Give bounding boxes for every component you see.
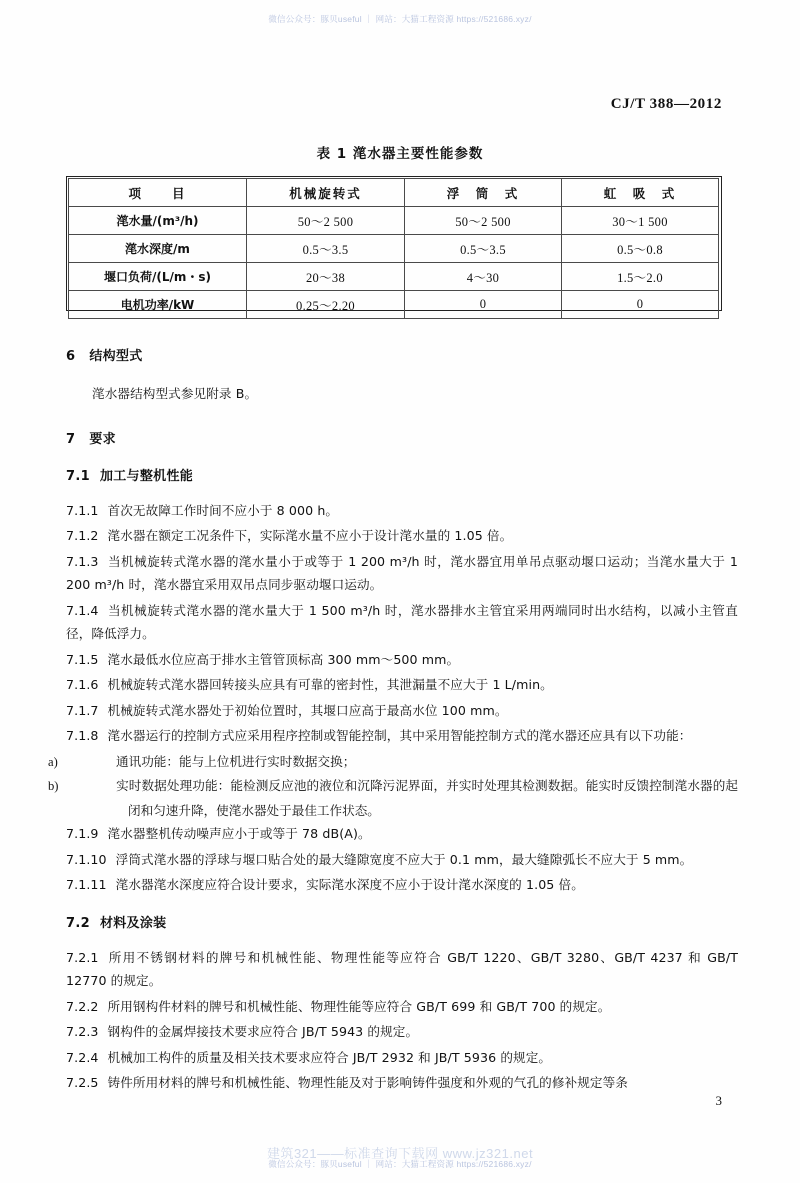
table-header-cell: 项 目 xyxy=(69,179,247,207)
clause-text: 所用钢构件材料的牌号和机械性能、物理性能等应符合 GB/T 699 和 GB/T 700 的规定。 xyxy=(107,998,611,1014)
table-header-row xyxy=(69,179,719,207)
clause-7-2-3 xyxy=(66,1020,738,1044)
section-heading-7 xyxy=(66,428,738,447)
table-cell-value: 0.5～3.5 xyxy=(247,235,405,263)
table-cell-item: 堰口负荷/(L/m・s) xyxy=(69,263,247,291)
clause-7-1-5 xyxy=(66,648,738,672)
table-cell-item: 滗水深度/m xyxy=(69,235,247,263)
table-cell-value: 30～1 500 xyxy=(562,207,719,235)
section-title: 要求 xyxy=(89,431,116,447)
clause-text: 滗水最低水位应高于排水主管管顶标高 300 mm～500 mm。 xyxy=(107,651,460,667)
clause-7-1-11 xyxy=(66,873,738,897)
clause-number: 7.1.3 xyxy=(66,553,99,569)
clause-text: 当机械旋转式滗水器的滗水量小于或等于 1 200 m³/h 时，滗水器宜用单吊点驱动堰口运动；当滗水量大于 1 200 m³/h 时，滗水器宜采用双吊点同步驱动堰口运动。 xyxy=(66,553,738,592)
clause-text: 首次无故障工作时间不应小于 8 000 h。 xyxy=(107,502,339,518)
clause-number: 7.2.4 xyxy=(66,1049,99,1065)
section-number: 6 xyxy=(66,349,76,364)
table-row xyxy=(69,207,719,235)
table-cell-value: 0 xyxy=(405,291,562,319)
table-caption: 表 1 滗水器主要性能参数 xyxy=(316,146,484,162)
table-row xyxy=(69,235,719,263)
table-cell-value: 50～2 500 xyxy=(247,207,405,235)
section-heading-7-2 xyxy=(66,912,738,931)
clause-number: 7.1.2 xyxy=(66,528,99,543)
clause-number: 7.1.4 xyxy=(66,602,99,618)
clause-7-1-7 xyxy=(66,699,738,723)
spacer xyxy=(66,408,738,428)
clause-number: 7.1.11 xyxy=(66,877,107,892)
clause-text: 机械加工构件的质量及相关技术要求应符合 JB/T 2932 和 JB/T 5936 的规定。 xyxy=(107,1049,552,1065)
clause-text: 滗水器滗水深度应符合设计要求，实际滗水深度不应小于设计滗水深度的 1.05 倍。 xyxy=(115,877,584,892)
table-cell-value: 0.5～0.8 xyxy=(562,235,719,263)
section-6-body: 滗水器结构型式参见附录 B。 xyxy=(92,386,258,401)
table-cell-item: 滗水量/(m³/h) xyxy=(69,207,247,235)
page-number: 3 xyxy=(715,1093,722,1108)
clause-7-2-4 xyxy=(66,1046,738,1070)
clause-number: 7.2.5 xyxy=(66,1075,99,1090)
section-title: 结构型式 xyxy=(89,349,143,364)
clause-text: 机械旋转式滗水器回转接头应具有可靠的密封性，其泄漏量不应大于 1 L/min。 xyxy=(107,677,553,692)
clause-number: 7.2.2 xyxy=(66,998,99,1014)
clause-number: 7.1.10 xyxy=(66,851,107,867)
clause-text: 滗水器整机传动噪声应小于或等于 78 dB(A)。 xyxy=(107,826,371,841)
table-cell-value: 0.25～2.20 xyxy=(247,291,405,319)
document-body xyxy=(48,345,738,1097)
table-header-cell: 浮 筒 式 xyxy=(405,179,562,207)
clause-7-1-6 xyxy=(66,673,738,697)
clause-7-1-8 xyxy=(66,724,738,748)
clause-text: 铸件所用材料的牌号和机械性能、物理性能及对于影响铸件强度和外观的气孔的修补规定等条 xyxy=(107,1075,628,1090)
performance-parameters-table xyxy=(68,178,719,319)
section-title: 加工与整机性能 xyxy=(99,468,194,484)
table-row xyxy=(69,291,719,319)
table-cell-item: 电机功率/kW xyxy=(69,291,247,319)
clause-text: 机械旋转式滗水器处于初始位置时，其堰口应高于最高水位 100 mm。 xyxy=(107,702,508,718)
list-item-label: a) xyxy=(48,754,58,769)
list-item xyxy=(48,774,738,822)
clause-7-1-10 xyxy=(66,848,738,872)
table-cell-value: 1.5～2.0 xyxy=(562,263,719,291)
table-cell-value: 20～38 xyxy=(247,263,405,291)
clause-number: 7.1.8 xyxy=(66,728,99,743)
clause-7-1-2 xyxy=(66,524,738,548)
table-cell-value: 0.5～3.5 xyxy=(405,235,562,263)
document-standard-code: CJ/T 388—2012 xyxy=(610,96,722,112)
clause-number: 7.1.7 xyxy=(66,702,99,718)
section-number: 7.2 xyxy=(66,915,90,931)
clause-7-1-3 xyxy=(66,550,738,597)
clause-7-2-2 xyxy=(66,995,738,1019)
section-title: 材料及涂装 xyxy=(99,915,167,931)
clause-text: 当机械旋转式滗水器的滗水量大于 1 500 m³/h 时，滗水器排水主管宜采用两端同时出水结构，以减小主管直径，降低浮力。 xyxy=(66,602,738,641)
table-cell-value: 4～30 xyxy=(405,263,562,291)
table-cell-value: 0 xyxy=(562,291,719,319)
clause-number: 7.1.9 xyxy=(66,826,99,841)
list-item xyxy=(48,750,738,775)
spacer xyxy=(66,899,738,912)
clause-number: 7.1.1 xyxy=(66,502,99,518)
list-item-text: 通讯功能：能与上位机进行实时数据交换； xyxy=(116,753,356,769)
watermark-top: 微信公众号：豚贝useful ｜ 网站：大猫工程资源 https://521686.xyz/ xyxy=(268,14,532,24)
clause-text: 所用不锈钢材料的牌号和机械性能、物理性能等应符合 GB/T 1220、GB/T 3280、GB/T 4237 和 GB/T 12770 的规定。 xyxy=(66,949,738,988)
clause-text: 滗水器运行的控制方式应采用程序控制或智能控制，其中采用智能控制方式的滗水器还应具有以下功能： xyxy=(107,728,692,743)
table-header-cell: 虹 吸 式 xyxy=(562,179,719,207)
section-number: 7.1 xyxy=(66,468,90,484)
table-row xyxy=(69,263,719,291)
clause-number: 7.2.3 xyxy=(66,1024,99,1039)
list-item-label: b) xyxy=(48,779,59,793)
table-cell-value: 50～2 500 xyxy=(405,207,562,235)
clause-number: 7.1.6 xyxy=(66,677,99,692)
clause-number: 7.1.5 xyxy=(66,651,99,667)
list-item-text: 实时数据处理功能：能检测反应池的液位和沉降污泥界面，并实时处理其检测数据。能实时反馈控制滗水器的起闭和匀速升降，使滗水器处于最佳工作状态。 xyxy=(116,778,738,818)
clause-7-1-4 xyxy=(66,599,738,646)
section-number: 7 xyxy=(66,431,76,447)
clause-7-2-1 xyxy=(66,946,738,993)
clause-text: 浮筒式滗水器的浮球与堰口贴合处的最大缝隙宽度不应大于 0.1 mm，最大缝隙弧长不应大于 5 mm。 xyxy=(115,851,693,867)
section-heading-6 xyxy=(66,345,738,364)
clause-text: 滗水器在额定工况条件下，实际滗水量不应小于设计滗水量的 1.05 倍。 xyxy=(107,528,513,543)
clause-7-1-9 xyxy=(66,822,738,846)
watermark-bottom-main: 建筑321——标准查询下载网 www.jz321.net xyxy=(266,1146,534,1161)
clause-text: 钢构件的金属焊接技术要求应符合 JB/T 5943 的规定。 xyxy=(107,1024,419,1039)
table-header-cell: 机械旋转式 xyxy=(247,179,405,207)
clause-7-2-5 xyxy=(66,1071,738,1095)
clause-7-1-1 xyxy=(66,499,738,523)
watermark-bottom-sub: 微信公众号：豚贝useful ｜ 网站：大猫工程资源 https://521686.xyz/ xyxy=(268,1159,532,1169)
section-heading-7-1 xyxy=(66,465,738,484)
clause-number: 7.2.1 xyxy=(66,949,99,965)
